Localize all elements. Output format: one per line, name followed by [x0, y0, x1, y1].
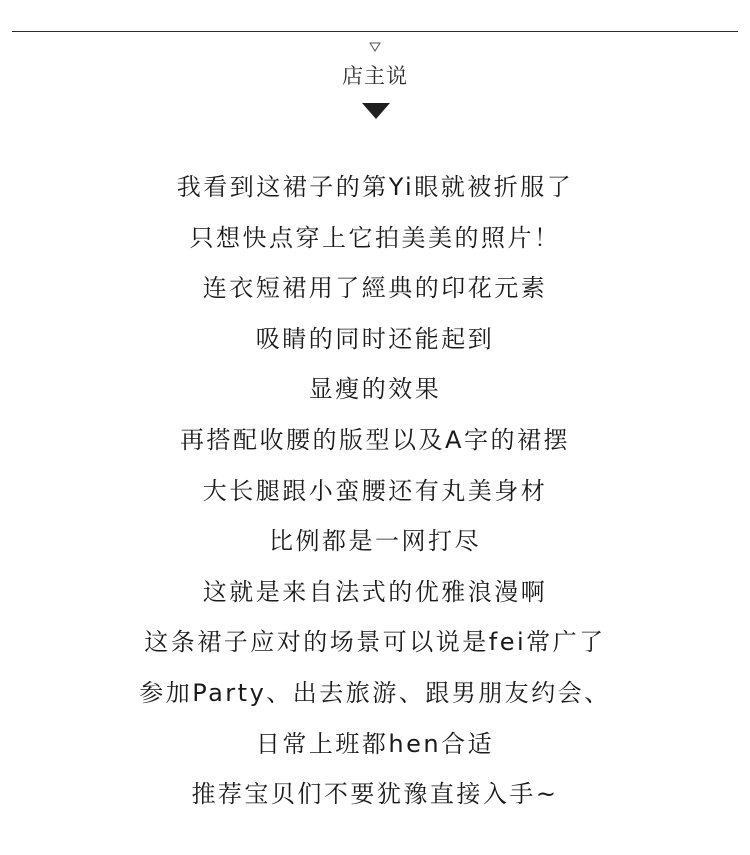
description-line: 这就是来自法式的优雅浪漫啊	[202, 577, 548, 606]
triangle-down-filled-icon	[362, 103, 390, 119]
shop-owner-description	[0, 170, 750, 828]
description-line: 比例都是一网打尽	[269, 527, 481, 556]
description-line: 吸睛的同时还能起到	[255, 324, 495, 353]
description-line: 这条裙子应对的场景可以说是fei常广了	[144, 628, 606, 657]
top-divider-line	[12, 31, 738, 32]
description-line: 推荐宝贝们不要犹豫直接入手~	[191, 780, 559, 809]
description-line: 参加Party、出去旅游、跟男朋友约会、	[139, 678, 611, 707]
description-line: 日常上班都hen合适	[255, 729, 495, 758]
description-line: 显瘦的效果	[308, 375, 442, 404]
section-title: 店主说	[342, 64, 408, 88]
description-line: 大长腿跟小蛮腰还有丸美身材	[202, 476, 548, 505]
description-line: 连衣短裙用了經典的印花元素	[202, 274, 548, 303]
description-line: 再搭配收腰的版型以及A字的裙摆	[180, 425, 570, 454]
description-line: 我看到这裙子的第Yi眼就被折服了	[176, 173, 574, 201]
description-line: 只想快点穿上它拍美美的照片！	[189, 223, 561, 252]
triangle-down-outline-icon	[369, 42, 381, 52]
